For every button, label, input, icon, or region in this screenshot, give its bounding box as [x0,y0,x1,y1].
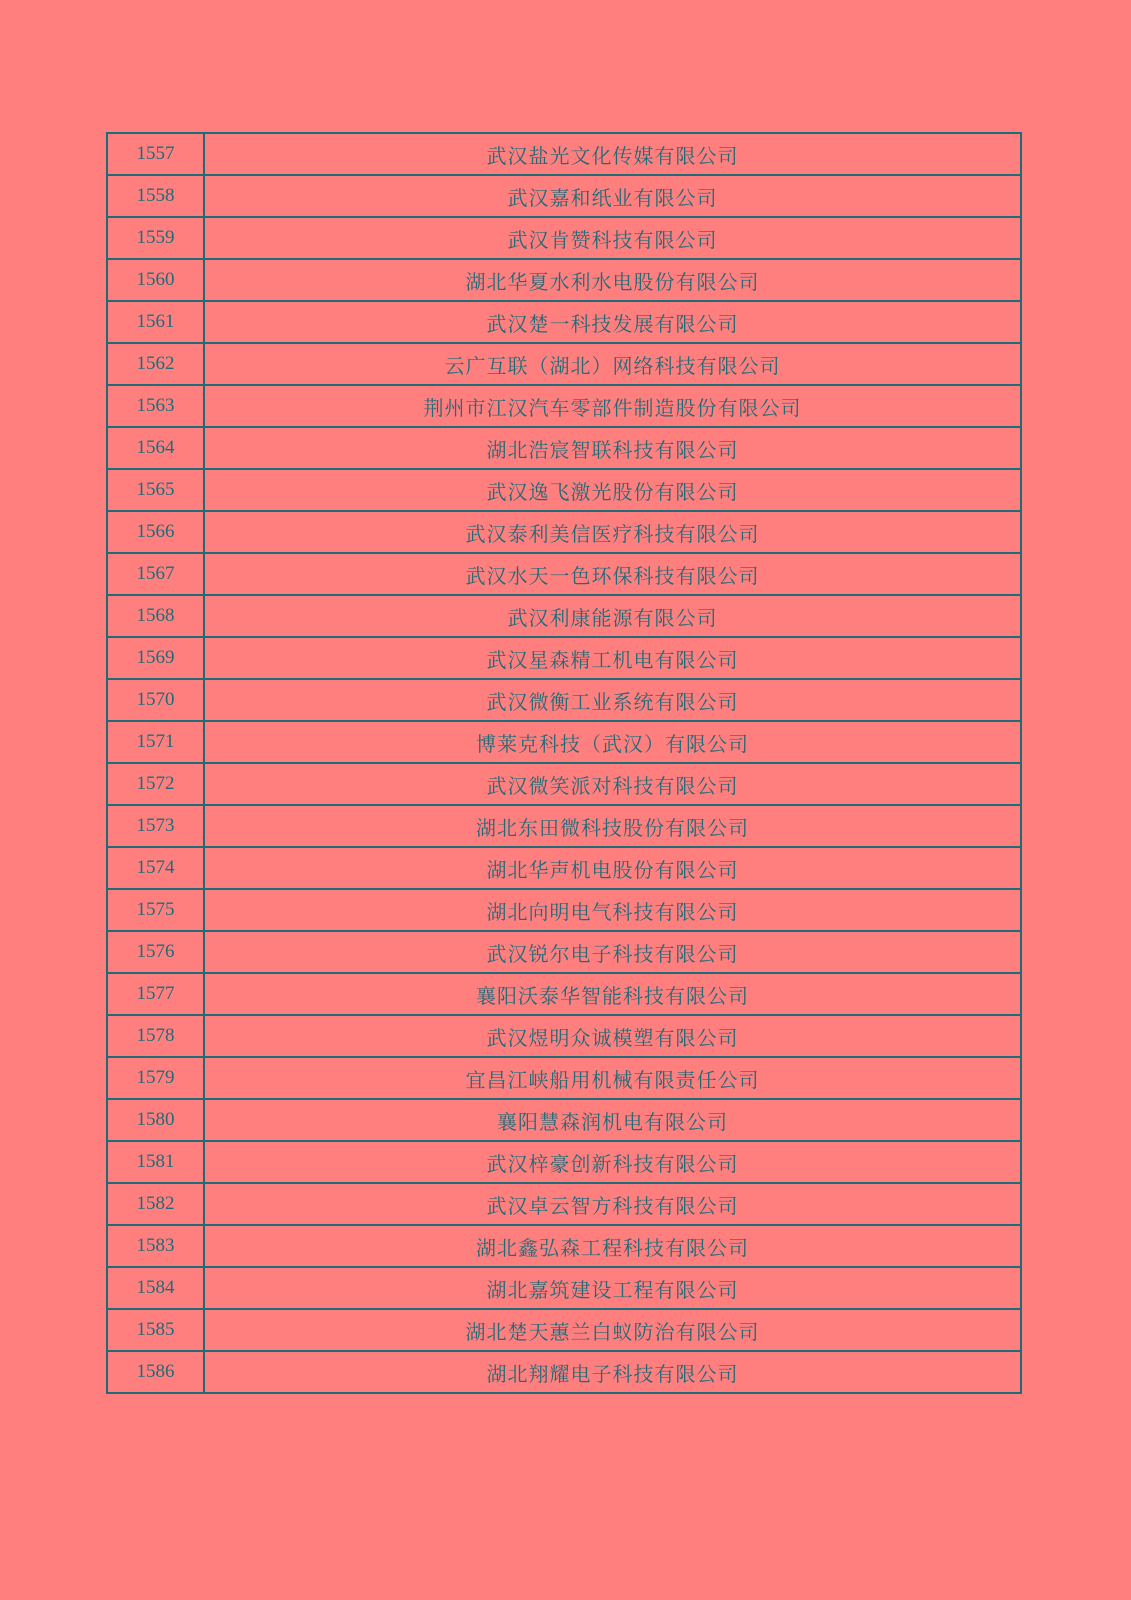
table-row [107,1015,1021,1057]
row-number: 1574 [107,847,204,889]
table-row [107,889,1021,931]
row-number: 1581 [107,1141,204,1183]
company-name: 武汉逸飞激光股份有限公司 [204,469,1021,511]
row-number: 1585 [107,1309,204,1351]
row-number: 1578 [107,1015,204,1057]
table-row [107,1351,1021,1393]
company-name: 云广互联（湖北）网络科技有限公司 [204,343,1021,385]
table-row [107,385,1021,427]
table-row [107,1225,1021,1267]
company-name: 武汉煜明众诚模塑有限公司 [204,1015,1021,1057]
table-row [107,1183,1021,1225]
row-number: 1576 [107,931,204,973]
company-name: 武汉水天一色环保科技有限公司 [204,553,1021,595]
company-list-table [106,132,1022,1394]
table-row [107,721,1021,763]
table-row [107,1309,1021,1351]
table-row [107,1057,1021,1099]
table-row [107,343,1021,385]
row-number: 1572 [107,763,204,805]
table-row [107,175,1021,217]
table-row [107,511,1021,553]
row-number: 1577 [107,973,204,1015]
company-name: 湖北楚天蕙兰白蚁防治有限公司 [204,1309,1021,1351]
table-row [107,637,1021,679]
row-number: 1584 [107,1267,204,1309]
row-number: 1568 [107,595,204,637]
table-row [107,1099,1021,1141]
company-name: 武汉梓豪创新科技有限公司 [204,1141,1021,1183]
company-name: 襄阳慧森润机电有限公司 [204,1099,1021,1141]
company-name: 武汉嘉和纸业有限公司 [204,175,1021,217]
company-name: 荆州市江汉汽车零部件制造股份有限公司 [204,385,1021,427]
row-number: 1579 [107,1057,204,1099]
table-row [107,931,1021,973]
table-row [107,1267,1021,1309]
company-name: 武汉肯赞科技有限公司 [204,217,1021,259]
row-number: 1580 [107,1099,204,1141]
table-row [107,973,1021,1015]
row-number: 1569 [107,637,204,679]
company-name: 湖北鑫弘森工程科技有限公司 [204,1225,1021,1267]
row-number: 1558 [107,175,204,217]
table-row [107,133,1021,175]
company-name: 湖北向明电气科技有限公司 [204,889,1021,931]
company-name: 武汉锐尔电子科技有限公司 [204,931,1021,973]
table-row [107,553,1021,595]
row-number: 1563 [107,385,204,427]
table-row [107,469,1021,511]
company-name: 湖北华夏水利水电股份有限公司 [204,259,1021,301]
row-number: 1557 [107,133,204,175]
row-number: 1560 [107,259,204,301]
company-name: 湖北翔耀电子科技有限公司 [204,1351,1021,1393]
row-number: 1575 [107,889,204,931]
table-row [107,763,1021,805]
row-number: 1567 [107,553,204,595]
table-row [107,427,1021,469]
company-name: 武汉微衡工业系统有限公司 [204,679,1021,721]
row-number: 1573 [107,805,204,847]
company-name: 湖北东田微科技股份有限公司 [204,805,1021,847]
table-row [107,679,1021,721]
company-name: 博莱克科技（武汉）有限公司 [204,721,1021,763]
table-row [107,259,1021,301]
company-name: 武汉微笑派对科技有限公司 [204,763,1021,805]
row-number: 1586 [107,1351,204,1393]
table-row [107,217,1021,259]
table-body [107,133,1021,1393]
row-number: 1565 [107,469,204,511]
company-name: 宜昌江峡船用机械有限责任公司 [204,1057,1021,1099]
company-name: 武汉星森精工机电有限公司 [204,637,1021,679]
company-name: 湖北浩宸智联科技有限公司 [204,427,1021,469]
table-row [107,1141,1021,1183]
row-number: 1564 [107,427,204,469]
row-number: 1559 [107,217,204,259]
company-name: 湖北嘉筑建设工程有限公司 [204,1267,1021,1309]
table-row [107,847,1021,889]
row-number: 1571 [107,721,204,763]
row-number: 1582 [107,1183,204,1225]
table-row [107,805,1021,847]
company-name: 武汉楚一科技发展有限公司 [204,301,1021,343]
company-name: 武汉盐光文化传媒有限公司 [204,133,1021,175]
company-name: 武汉利康能源有限公司 [204,595,1021,637]
row-number: 1562 [107,343,204,385]
company-name: 襄阳沃泰华智能科技有限公司 [204,973,1021,1015]
row-number: 1570 [107,679,204,721]
table-row [107,595,1021,637]
company-name: 湖北华声机电股份有限公司 [204,847,1021,889]
table-row [107,301,1021,343]
row-number: 1566 [107,511,204,553]
row-number: 1583 [107,1225,204,1267]
company-name: 武汉卓云智方科技有限公司 [204,1183,1021,1225]
company-name: 武汉泰利美信医疗科技有限公司 [204,511,1021,553]
row-number: 1561 [107,301,204,343]
